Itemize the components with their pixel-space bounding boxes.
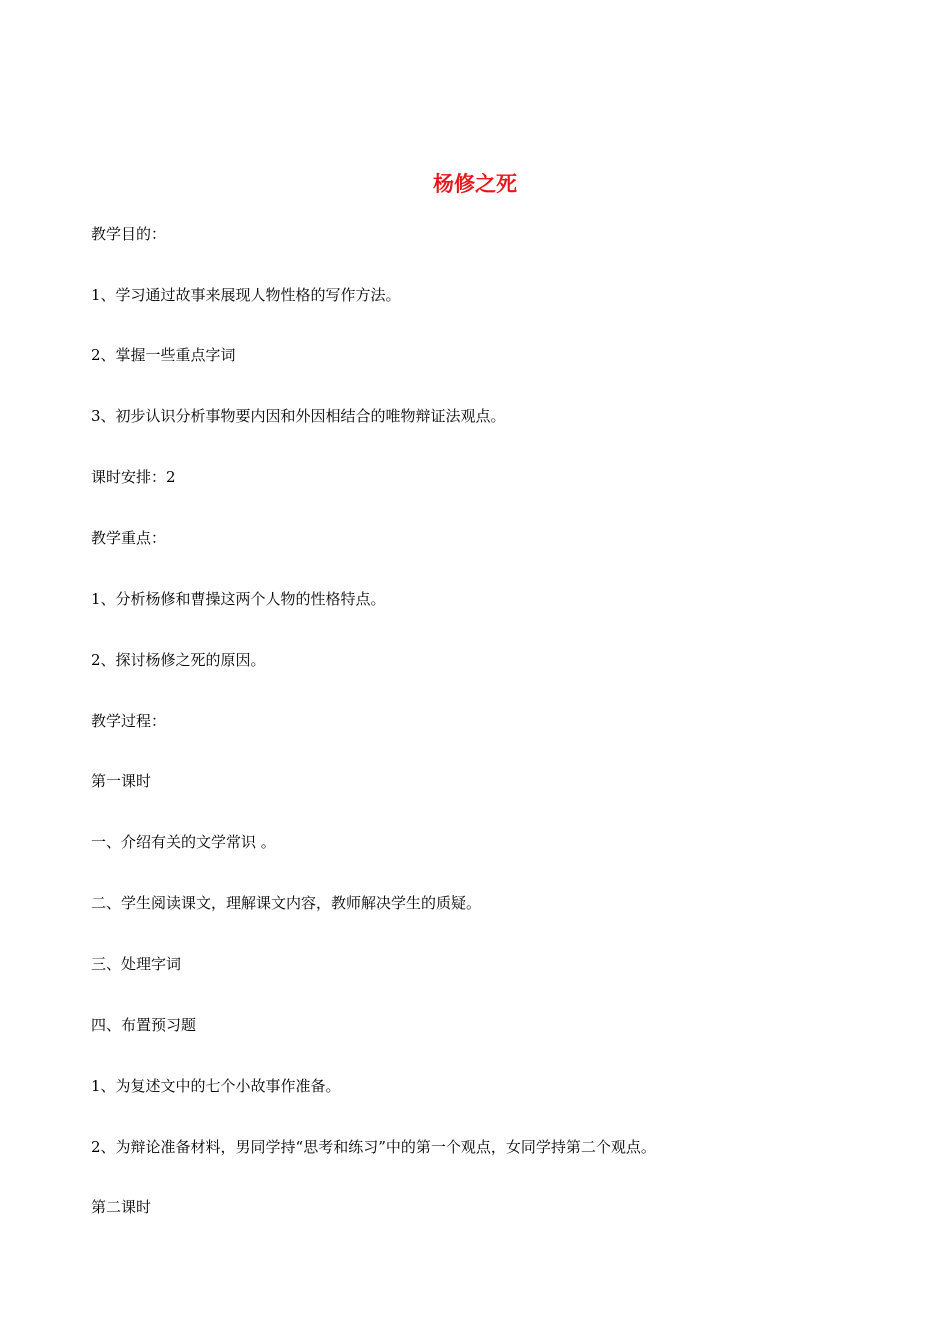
process-step: 三、处理字词	[91, 955, 182, 973]
lesson-heading-second: 第二课时	[91, 1198, 152, 1216]
section-heading-objectives: 教学目的：	[91, 225, 167, 243]
key-point-item: 2、探讨杨修之死的原因。	[91, 651, 266, 669]
process-step: 四、布置预习题	[91, 1016, 197, 1034]
section-heading-key-points: 教学重点：	[91, 529, 167, 547]
process-step: 二、学生阅读课文，理解课文内容，教师解决学生的质疑。	[91, 894, 482, 912]
preview-task-item: 2、为辩论准备材料，男同学持“思考和练习”中的第一个观点，女同学持第二个观点。	[91, 1138, 656, 1156]
objective-item: 1、学习通过故事来展现人物性格的写作方法。	[91, 286, 401, 304]
process-step: 一、介绍有关的文学常识 。	[91, 833, 276, 851]
objective-item: 2、掌握一些重点字词	[91, 346, 236, 364]
section-heading-process: 教学过程：	[91, 712, 167, 730]
schedule-line: 课时安排：2	[91, 468, 176, 486]
key-point-item: 1、分析杨修和曹操这两个人物的性格特点。	[91, 590, 386, 608]
document-title: 杨修之死	[433, 172, 517, 196]
preview-task-item: 1、为复述文中的七个小故事作准备。	[91, 1077, 341, 1095]
lesson-heading-first: 第一课时	[91, 772, 152, 790]
objective-item: 3、初步认识分析事物要内因和外因相结合的唯物辩证法观点。	[91, 407, 506, 425]
